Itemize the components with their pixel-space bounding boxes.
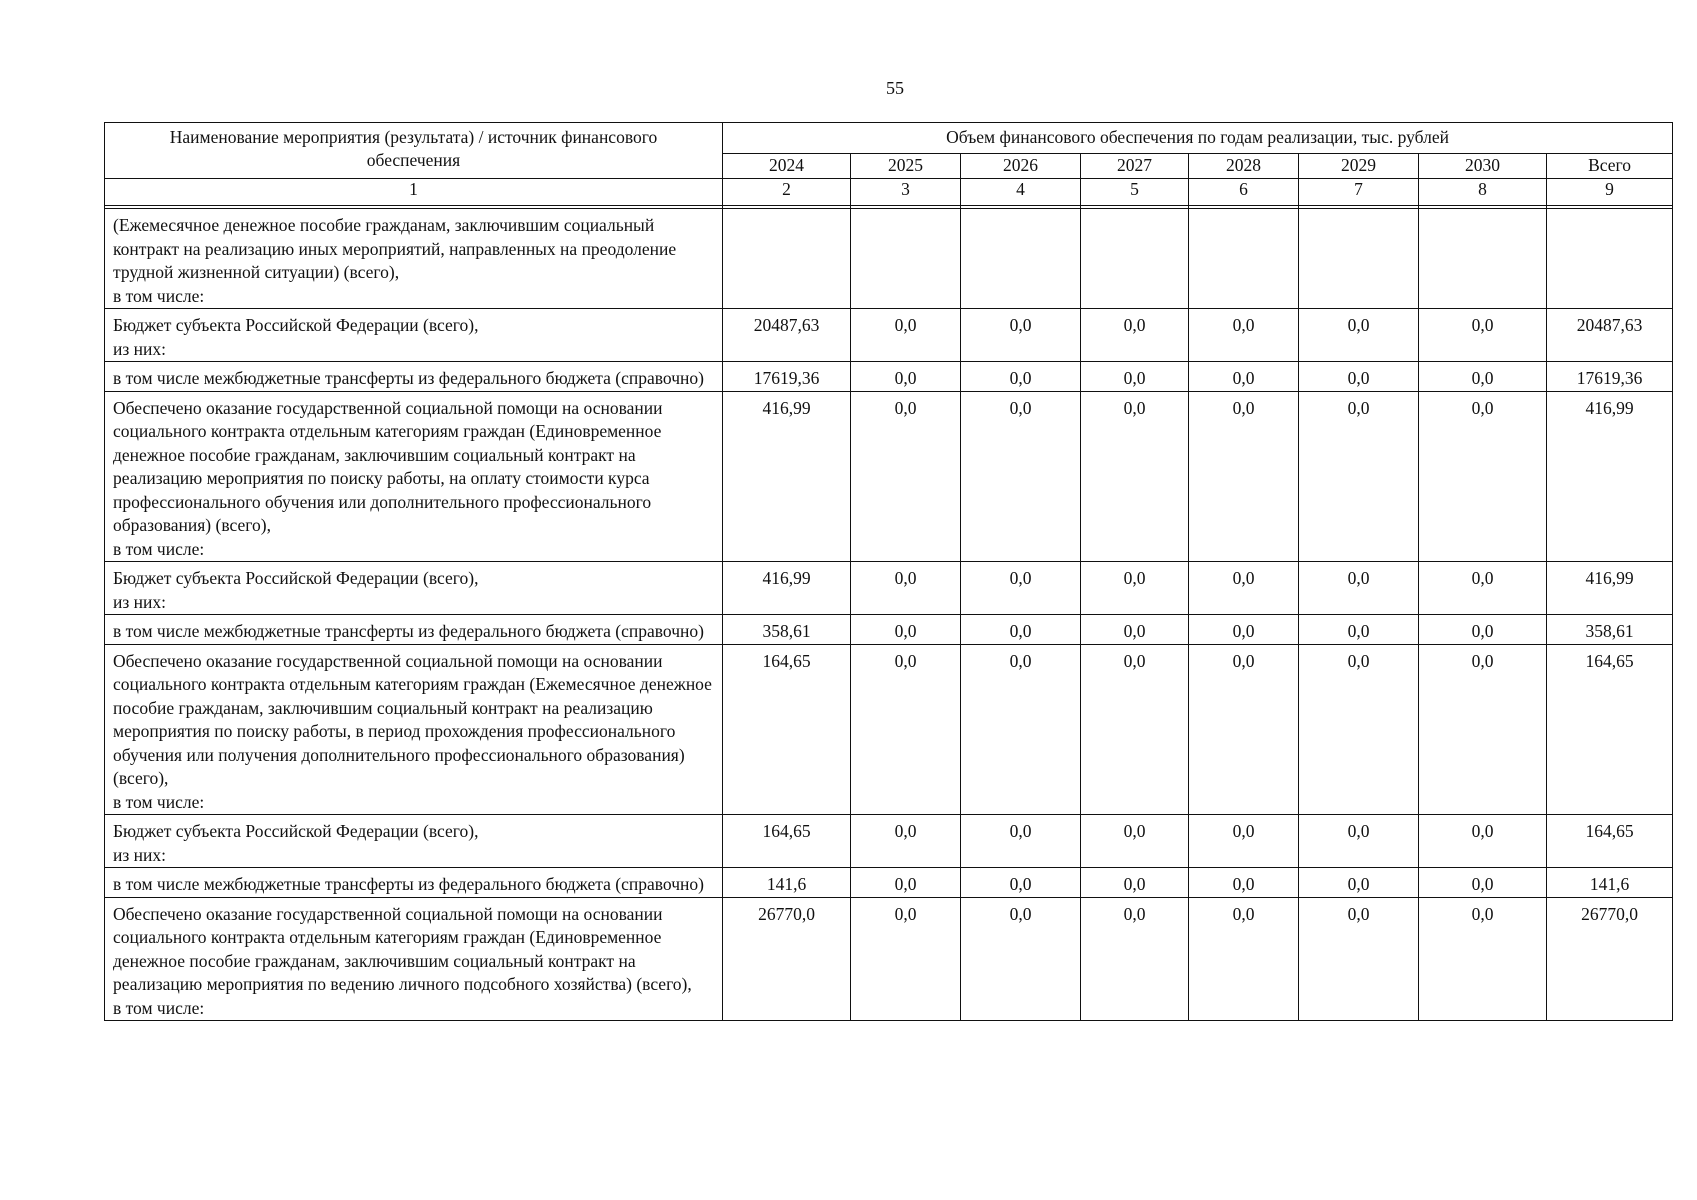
table-row <box>105 309 1673 362</box>
row-value-cell: 358,61 <box>723 615 851 645</box>
row-value-cell: 0,0 <box>961 644 1081 815</box>
header-year-cell: 2026 <box>961 154 1081 179</box>
header-column-number-cell: 5 <box>1081 179 1189 206</box>
row-value-cell: 20487,63 <box>1547 309 1673 362</box>
row-value-cell: 0,0 <box>1419 562 1547 615</box>
header-year-cell: Всего <box>1547 154 1673 179</box>
row-value-cell: 416,99 <box>723 391 851 562</box>
row-value-cell <box>1189 209 1299 309</box>
row-value-cell: 17619,36 <box>1547 362 1673 392</box>
row-value-cell: 0,0 <box>1299 644 1419 815</box>
row-value-cell: 0,0 <box>851 615 961 645</box>
row-value-cell: 141,6 <box>723 868 851 898</box>
row-value-cell: 416,99 <box>1547 562 1673 615</box>
table-row <box>105 644 1673 815</box>
row-value-cell: 0,0 <box>1299 362 1419 392</box>
row-value-cell: 0,0 <box>961 815 1081 868</box>
page-number: 55 <box>886 78 904 98</box>
row-value-cell <box>1547 209 1673 309</box>
row-value-cell: 0,0 <box>851 897 961 1021</box>
row-value-cell: 0,0 <box>1081 362 1189 392</box>
row-value-cell: 0,0 <box>1081 615 1189 645</box>
row-value-cell: 0,0 <box>1419 615 1547 645</box>
row-value-cell: 0,0 <box>1081 815 1189 868</box>
row-value-cell <box>1419 209 1547 309</box>
row-value-cell: 20487,63 <box>723 309 851 362</box>
header-column-number-cell: 7 <box>1299 179 1419 206</box>
row-value-cell: 0,0 <box>1419 309 1547 362</box>
header-column-numbers-row <box>105 179 1673 206</box>
row-value-cell: 416,99 <box>723 562 851 615</box>
row-name-cell: Обеспечено оказание государственной социальной помощи на основании социального контракта отдельным категориям граждан (Единовременное денежное пособие гражданам, заключившим социальный контракт на реализацию мероприятия по ведению личного подсобного хозяйства) (всего), в том числе: <box>105 897 723 1021</box>
header-column-number-cell: 4 <box>961 179 1081 206</box>
header-column-number-cell: 6 <box>1189 179 1299 206</box>
row-value-cell: 0,0 <box>1189 391 1299 562</box>
row-value-cell: 0,0 <box>1419 897 1547 1021</box>
row-name-cell: в том числе межбюджетные трансферты из федерального бюджета (справочно) <box>105 362 723 392</box>
row-value-cell: 0,0 <box>1081 644 1189 815</box>
row-value-cell: 0,0 <box>1081 391 1189 562</box>
row-name-cell: Бюджет субъекта Российской Федерации (всего), из них: <box>105 562 723 615</box>
row-value-cell: 0,0 <box>961 615 1081 645</box>
table-body <box>105 206 1673 1021</box>
row-value-cell: 0,0 <box>851 391 961 562</box>
row-value-cell <box>1299 209 1419 309</box>
row-name-cell: Бюджет субъекта Российской Федерации (всего), из них: <box>105 309 723 362</box>
row-value-cell: 0,0 <box>851 868 961 898</box>
row-name-cell: в том числе межбюджетные трансферты из федерального бюджета (справочно) <box>105 615 723 645</box>
row-value-cell: 164,65 <box>1547 815 1673 868</box>
row-value-cell: 0,0 <box>1081 868 1189 898</box>
header-year-cell: 2027 <box>1081 154 1189 179</box>
row-value-cell: 0,0 <box>1299 615 1419 645</box>
financing-table <box>104 122 1673 1021</box>
row-value-cell: 0,0 <box>851 309 961 362</box>
row-value-cell: 26770,0 <box>1547 897 1673 1021</box>
row-value-cell: 0,0 <box>1189 562 1299 615</box>
row-value-cell: 0,0 <box>1299 391 1419 562</box>
row-value-cell: 141,6 <box>1547 868 1673 898</box>
row-value-cell: 164,65 <box>723 815 851 868</box>
row-value-cell: 0,0 <box>1299 897 1419 1021</box>
header-financing-group: Объем финансового обеспечения по годам реализации, тыс. рублей <box>723 123 1673 154</box>
row-value-cell: 0,0 <box>851 362 961 392</box>
row-value-cell: 0,0 <box>1081 562 1189 615</box>
row-value-cell: 0,0 <box>1189 309 1299 362</box>
header-year-cell: 2029 <box>1299 154 1419 179</box>
row-value-cell: 0,0 <box>961 897 1081 1021</box>
table-row <box>105 391 1673 562</box>
header-year-cell: 2024 <box>723 154 851 179</box>
row-value-cell: 0,0 <box>961 362 1081 392</box>
header-column-number-cell: 3 <box>851 179 961 206</box>
table-row <box>105 897 1673 1021</box>
header-name-column: Наименование мероприятия (результата) / источник финансового обеспечения <box>105 123 723 179</box>
row-value-cell: 0,0 <box>1189 362 1299 392</box>
row-value-cell: 0,0 <box>1189 615 1299 645</box>
table-row <box>105 362 1673 392</box>
row-value-cell: 358,61 <box>1547 615 1673 645</box>
table-row <box>105 209 1673 309</box>
row-value-cell: 0,0 <box>961 391 1081 562</box>
row-name-cell: (Ежемесячное денежное пособие гражданам, заключившим социальный контракт на реализацию иных мероприятий, направленных на преодоление трудной жизненной ситуации) (всего), в том числе: <box>105 209 723 309</box>
row-value-cell <box>1081 209 1189 309</box>
row-value-cell: 0,0 <box>1419 391 1547 562</box>
header-column-number-cell: 9 <box>1547 179 1673 206</box>
row-value-cell: 0,0 <box>1419 868 1547 898</box>
table-row <box>105 615 1673 645</box>
header-column-number-cell: 2 <box>723 179 851 206</box>
header-column-number-cell: 8 <box>1419 179 1547 206</box>
row-value-cell: 0,0 <box>1419 362 1547 392</box>
row-value-cell: 26770,0 <box>723 897 851 1021</box>
table-row <box>105 815 1673 868</box>
table-header <box>105 123 1673 206</box>
row-value-cell: 0,0 <box>851 562 961 615</box>
row-value-cell: 0,0 <box>961 562 1081 615</box>
header-year-cell: 2028 <box>1189 154 1299 179</box>
row-value-cell: 0,0 <box>1189 644 1299 815</box>
row-value-cell: 164,65 <box>1547 644 1673 815</box>
row-value-cell: 17619,36 <box>723 362 851 392</box>
row-value-cell: 0,0 <box>1419 815 1547 868</box>
row-name-cell: в том числе межбюджетные трансферты из федерального бюджета (справочно) <box>105 868 723 898</box>
row-name-cell: Бюджет субъекта Российской Федерации (всего), из них: <box>105 815 723 868</box>
row-value-cell <box>961 209 1081 309</box>
row-value-cell: 0,0 <box>961 309 1081 362</box>
table-row <box>105 562 1673 615</box>
header-column-number-cell: 1 <box>105 179 723 206</box>
row-value-cell: 0,0 <box>851 644 961 815</box>
row-value-cell: 0,0 <box>851 815 961 868</box>
header-year-cell: 2025 <box>851 154 961 179</box>
row-value-cell: 416,99 <box>1547 391 1673 562</box>
row-value-cell: 0,0 <box>1081 897 1189 1021</box>
row-value-cell: 0,0 <box>1189 897 1299 1021</box>
row-value-cell: 0,0 <box>961 868 1081 898</box>
row-value-cell: 0,0 <box>1189 815 1299 868</box>
row-value-cell <box>723 209 851 309</box>
row-value-cell: 0,0 <box>1081 309 1189 362</box>
row-name-cell: Обеспечено оказание государственной социальной помощи на основании социального контракта отдельным категориям граждан (Единовременное денежное пособие гражданам, заключившим социальный контракт на реализацию мероприятия по поиску работы, на оплату стоимости курса профессионального обучения или дополнительного профессионального образования) (всего), в том числе: <box>105 391 723 562</box>
row-name-cell: Обеспечено оказание государственной социальной помощи на основании социального контракта отдельным категориям граждан (Ежемесячное денежное пособие гражданам, заключившим социальный контракт на реализацию мероприятия по поиску работы, в период прохождения профессионального обучения или получения дополнительного профессионального образования) (всего), в том числе: <box>105 644 723 815</box>
table-row <box>105 868 1673 898</box>
header-year-cell: 2030 <box>1419 154 1547 179</box>
row-value-cell: 0,0 <box>1419 644 1547 815</box>
row-value-cell: 164,65 <box>723 644 851 815</box>
row-value-cell: 0,0 <box>1299 815 1419 868</box>
row-value-cell: 0,0 <box>1299 868 1419 898</box>
row-value-cell <box>851 209 961 309</box>
row-value-cell: 0,0 <box>1299 309 1419 362</box>
row-value-cell: 0,0 <box>1299 562 1419 615</box>
row-value-cell: 0,0 <box>1189 868 1299 898</box>
